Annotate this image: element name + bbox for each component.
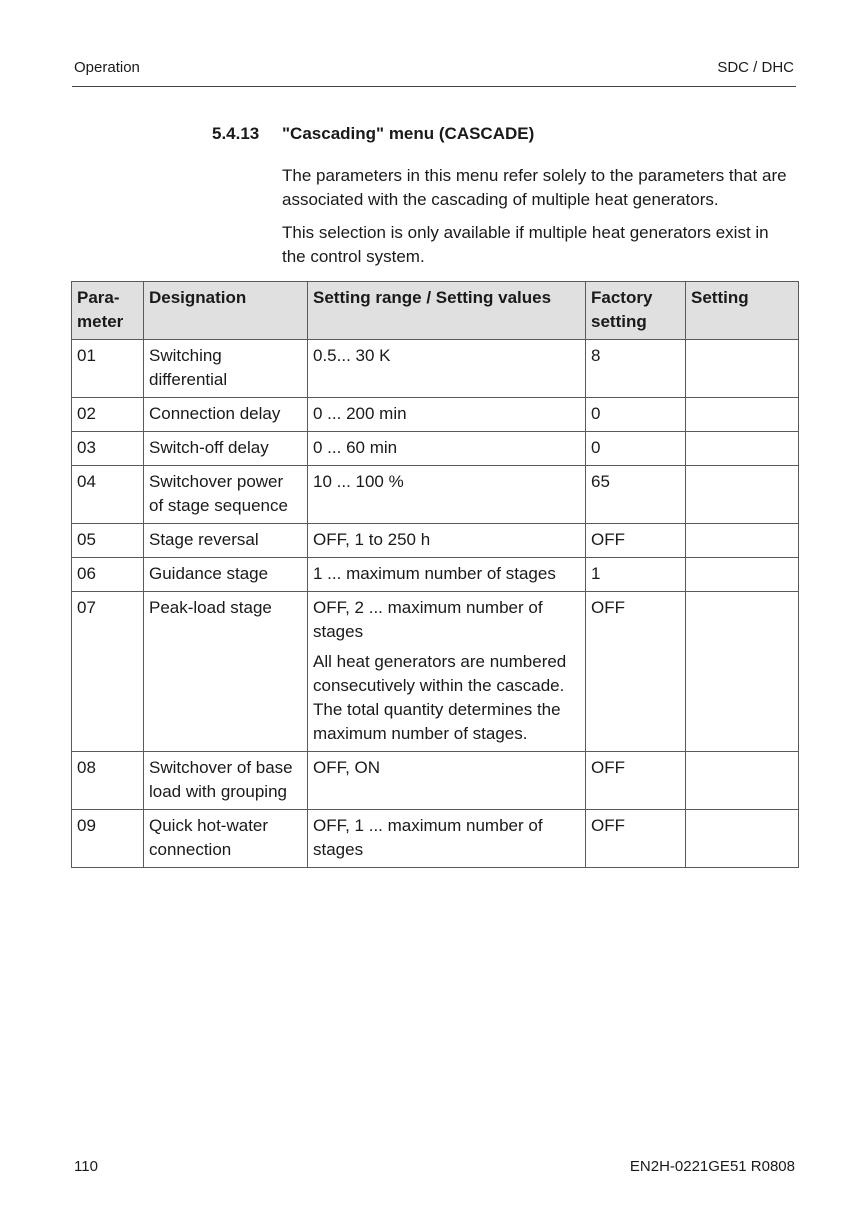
table-row (72, 432, 799, 466)
table-body (72, 340, 799, 868)
cell-designation (144, 466, 308, 524)
cell-designation-text: Guidance stage (149, 564, 269, 583)
cell-setting-range (308, 432, 586, 466)
cell-factory-setting-text: OFF (591, 530, 625, 549)
cell-designation (144, 432, 308, 466)
section-title: "Cascading" menu (CASCADE) (282, 124, 535, 143)
cell-factory-setting-text: 0 (591, 438, 601, 457)
cell-factory-setting (586, 466, 686, 524)
cell-setting (686, 398, 799, 432)
cell-setting-range (308, 524, 586, 558)
cell-note: All heat generators are numbered consecutively within the cascade. The total quantity determines the maximum number of stages. (313, 652, 567, 743)
cell-setting-range-text: 1 ... maximum number of stages (313, 564, 556, 583)
section-heading (212, 124, 534, 144)
cell-factory-setting (586, 810, 686, 868)
cell-parameter (72, 810, 144, 868)
cell-designation-text: Switchover power of stage sequence (149, 472, 288, 515)
table-row (72, 752, 799, 810)
cell-setting (686, 432, 799, 466)
cell-designation-text: Switching differential (149, 346, 228, 389)
cell-setting-range (308, 592, 586, 752)
cell-factory-setting (586, 432, 686, 466)
cell-setting (686, 810, 799, 868)
cell-setting-range-text: 10 ... 100 % (313, 472, 404, 491)
cell-parameter (72, 752, 144, 810)
header-setting: Setting (686, 282, 799, 340)
cell-parameter (72, 592, 144, 752)
cell-designation (144, 524, 308, 558)
header-product: SDC / DHC (717, 59, 794, 76)
cell-setting-range-text: 0 ... 200 min (313, 404, 407, 423)
table-header-row (72, 282, 799, 340)
cell-parameter-text: 05 (77, 530, 96, 549)
cell-setting-range-text: 0 ... 60 min (313, 438, 398, 457)
cell-parameter (72, 558, 144, 592)
cell-factory-setting (586, 752, 686, 810)
cell-parameter-text: 03 (77, 438, 96, 457)
cell-factory-setting-text: 1 (591, 564, 601, 583)
cell-setting (686, 524, 799, 558)
cell-designation-text: Switch-off delay (149, 438, 269, 457)
cell-setting (686, 466, 799, 524)
cell-factory-setting-text: OFF (591, 816, 625, 835)
cell-designation-text: Switchover of base load with grouping (149, 758, 293, 801)
header-designation: Designation (144, 282, 308, 340)
cell-setting-range-text: OFF, 1 ... maximum number of stages (313, 816, 543, 859)
cell-setting-range (308, 466, 586, 524)
cell-parameter-text: 09 (77, 816, 96, 835)
cell-setting-range-text: OFF, ON (313, 758, 381, 777)
intro-paragraph: This selection is only available if multiple heat generators exist in the control system. (282, 223, 769, 266)
cell-setting-range (308, 752, 586, 810)
page-number: 110 (74, 1158, 98, 1175)
cell-factory-setting (586, 558, 686, 592)
cell-parameter-text: 08 (77, 758, 96, 777)
cell-designation-text: Quick hot-water connection (149, 816, 269, 859)
cell-setting-range (308, 810, 586, 868)
intro-text (282, 164, 794, 278)
cell-parameter (72, 398, 144, 432)
cell-factory-setting (586, 340, 686, 398)
cell-designation-text: Peak-load stage (149, 598, 272, 617)
cell-parameter (72, 432, 144, 466)
cell-parameter (72, 524, 144, 558)
cell-parameter-text: 06 (77, 564, 96, 583)
cell-factory-setting (586, 524, 686, 558)
cell-designation (144, 558, 308, 592)
header-chapter: Operation (74, 59, 140, 76)
cell-factory-setting-text: OFF (591, 758, 625, 777)
table-row (72, 558, 799, 592)
intro-paragraph: The parameters in this menu refer solely to the parameters that are associated with the cascading of multiple heat generators. (282, 166, 787, 209)
table-row (72, 340, 799, 398)
cell-designation (144, 398, 308, 432)
cell-factory-setting (586, 398, 686, 432)
document-id: EN2H-0221GE51 R0808 (629, 1158, 795, 1175)
cell-factory-setting (586, 592, 686, 752)
header-factory-setting: Factory setting (586, 282, 686, 340)
cell-setting (686, 558, 799, 592)
cell-designation (144, 810, 308, 868)
header-parameter: Para- meter (72, 282, 144, 340)
cell-setting-range-text: OFF, 2 ... maximum number of stages (313, 598, 543, 641)
cell-parameter (72, 340, 144, 398)
cell-parameter-text: 02 (77, 404, 96, 423)
table-row (72, 810, 799, 868)
cell-parameter-text: 07 (77, 598, 96, 617)
cell-setting (686, 592, 799, 752)
cell-factory-setting-text: 65 (591, 472, 610, 491)
cell-designation (144, 340, 308, 398)
cell-factory-setting-text: 0 (591, 404, 601, 423)
cell-setting (686, 340, 799, 398)
cell-setting-range-text: 0.5... 30 K (313, 346, 391, 365)
cell-factory-setting-text: OFF (591, 598, 625, 617)
cell-designation (144, 592, 308, 752)
cell-parameter (72, 466, 144, 524)
cell-designation-text: Stage reversal (149, 530, 259, 549)
cell-setting (686, 752, 799, 810)
cell-setting-range (308, 398, 586, 432)
parameter-table (71, 281, 799, 868)
section-number: 5.4.13 (212, 124, 260, 143)
cell-parameter-text: 01 (77, 346, 96, 365)
cell-setting-range-text: OFF, 1 to 250 h (313, 530, 431, 549)
table-row (72, 592, 799, 752)
running-header (72, 56, 796, 87)
table-row (72, 398, 799, 432)
cell-setting-range (308, 558, 586, 592)
header-setting-range: Setting range / Setting values (308, 282, 586, 340)
cell-designation-text: Connection delay (149, 404, 281, 423)
table-row (72, 524, 799, 558)
cell-parameter-text: 04 (77, 472, 96, 491)
cell-designation (144, 752, 308, 810)
cell-setting-range (308, 340, 586, 398)
cell-factory-setting-text: 8 (591, 346, 601, 365)
table-row (72, 466, 799, 524)
